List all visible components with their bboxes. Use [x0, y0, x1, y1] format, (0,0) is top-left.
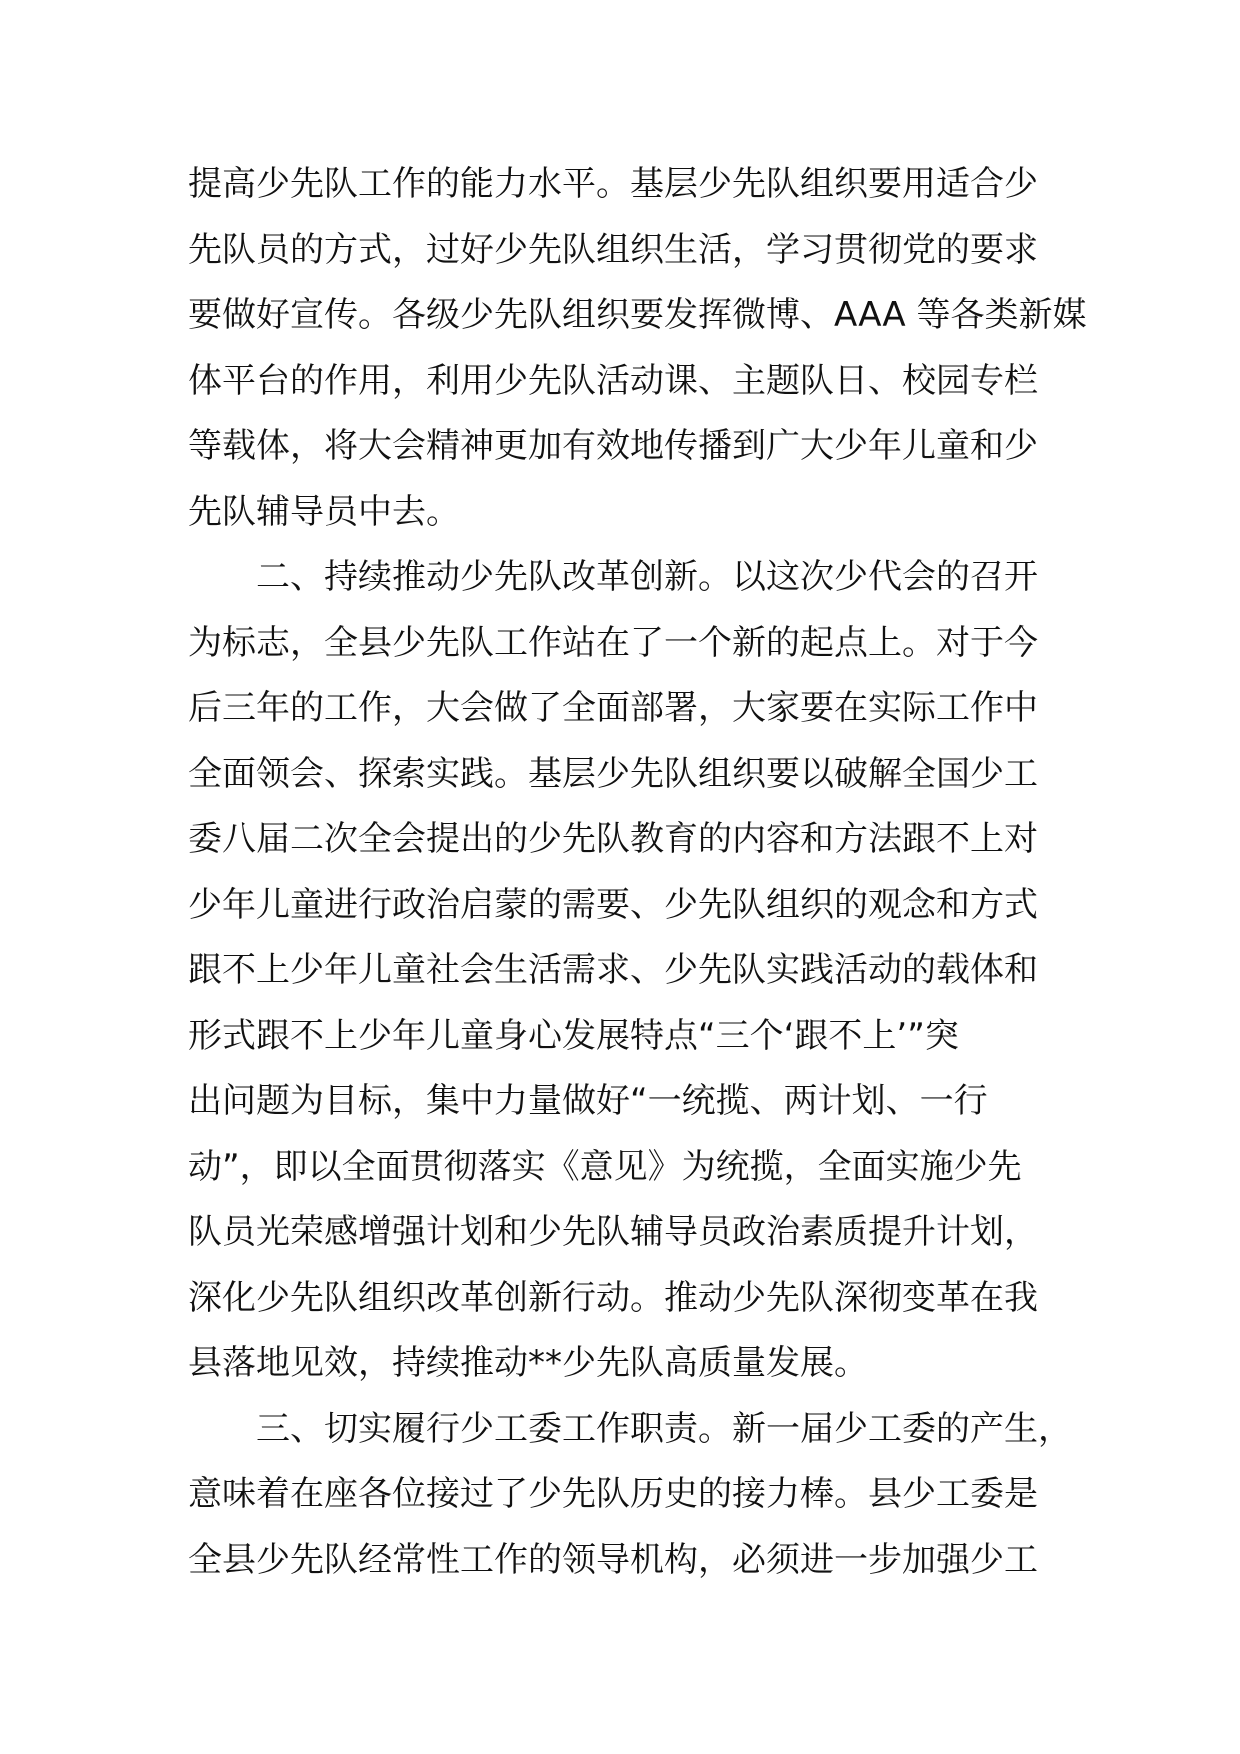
text-line: 体平台的作用，利用少先队活动课、主题队日、校园专栏: [188, 360, 1038, 401]
text-line: 出问题为目标，集中力量做好“一统揽、两计划、一行: [188, 1081, 988, 1121]
text-line: 先队辅导员中去。: [188, 491, 460, 532]
text-line: 深化少先队组织改革创新行动。推动少先队深彻变革在我: [188, 1277, 1038, 1318]
text-line: 县落地见效，持续推动**少先队高质量发展。: [188, 1343, 868, 1383]
text-line: 动”，即以全面贯彻落实《意见》为统揽，全面实施少先: [188, 1146, 1022, 1187]
body-text: [188, 152, 1087, 1593]
text-line: 意味着在座各位接过了少先队历史的接力棒。县少工委是: [188, 1474, 1038, 1514]
text-line: 后三年的工作，大会做了全面部署，大家要在实际工作中: [188, 688, 1038, 728]
text-line: 等载体，将大会精神更加有效地传播到广大少年儿童和少: [188, 426, 1038, 466]
text-line: 少年儿童进行政治启蒙的需要、少先队组织的观念和方式: [188, 884, 1038, 925]
text-line: 委八届二次全会提出的少先队教育的内容和方法跟不上对: [188, 819, 1038, 859]
text-line: 先队员的方式，过好少先队组织生活，学习贯彻党的要求: [188, 229, 1038, 270]
text-line: 跟不上少年儿童社会生活需求、少先队实践活动的载体和: [188, 950, 1038, 990]
text-line: 全面领会、探索实践。基层少先队组织要以破解全国少工: [188, 753, 1038, 794]
text-line: 为标志，全县少先队工作站在了一个新的起点上。对于今: [188, 622, 1038, 663]
text-line: 要做好宣传。各级少先队组织要发挥微博、AAA 等各类新媒: [188, 295, 1087, 335]
text-line: 提高少先队工作的能力水平。基层少先队组织要用适合少: [188, 164, 1038, 204]
text-line: 队员光荣感增强计划和少先队辅导员政治素质提升计划，: [188, 1212, 1038, 1252]
text-line: 全县少先队经常性工作的领导机构，必须进一步加强少工: [188, 1539, 1038, 1580]
section-heading-line: 三、切实履行少工委工作职责。新一届少工委的产生，: [256, 1408, 1072, 1449]
text-line: 形式跟不上少年儿童身心发展特点“三个‘跟不上’”突: [188, 1015, 959, 1056]
section-heading-line: 二、持续推动少先队改革创新。以这次少代会的召开: [256, 557, 1038, 597]
